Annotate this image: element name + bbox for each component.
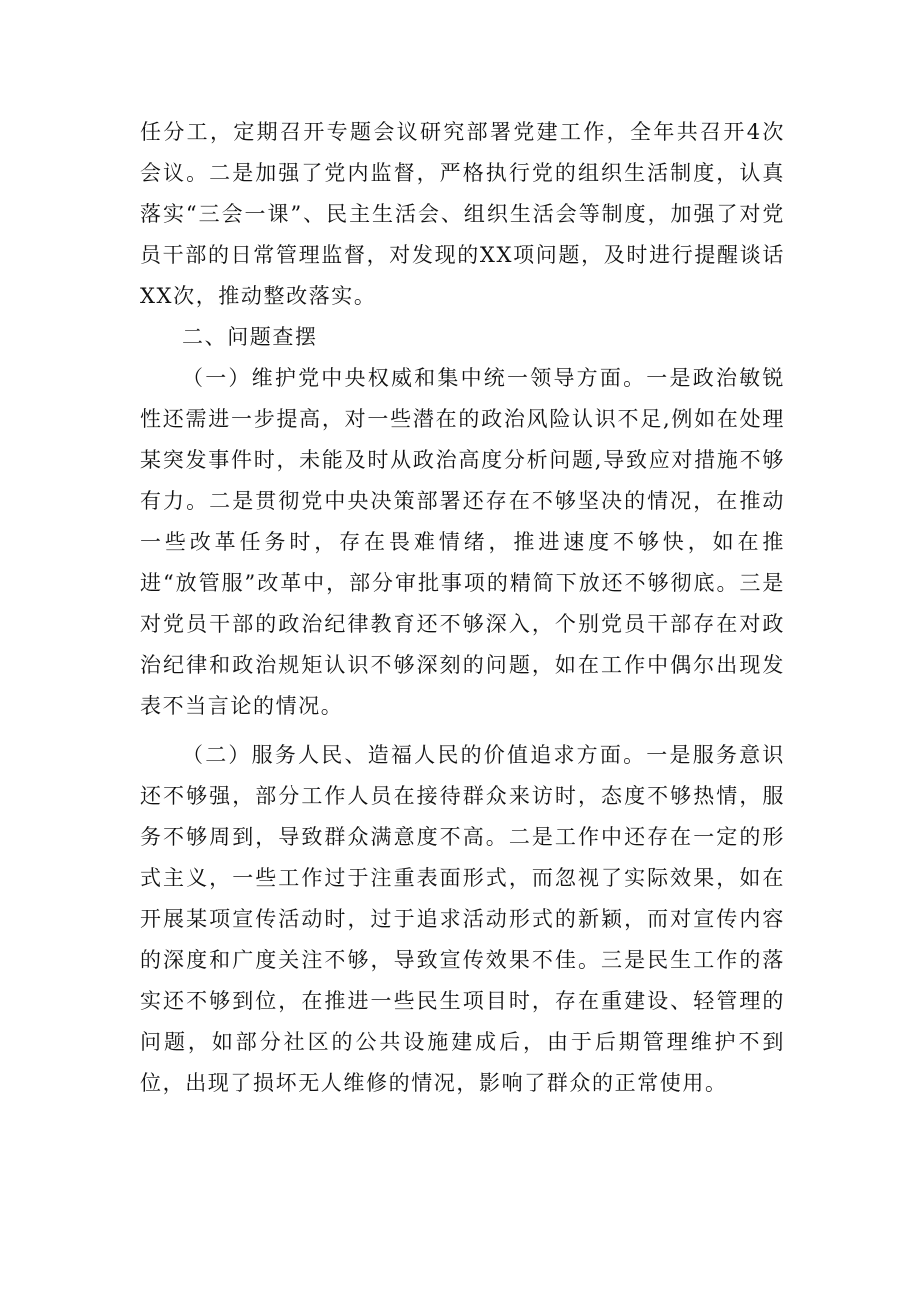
paragraph-serving-people: （二）服务人民、造福人民的价值追求方面。一是服务意识还不够强，部分工作人员在接待群众来访时，态度不够热情，服务不够周到，导致群众满意度不高。二是工作中还存在一定的形式主义，一些工作过于注重表面形式，而忽视了实际效果，如在开展某项宣传活动时，过于追求活动形式的新颖，而对宣传内容的深度和广度关注不够，导致宣传效果不佳。三是民生工作的落实还不够到位，在推进一些民生项目时，存在重建设、轻管理的问题，如部分社区的公共设施建成后，由于后期管理维护不到位，出现了损坏无人维修的情况，影响了群众的正常使用。 [140, 743, 785, 1095]
paragraph-political-leadership: （一）维护党中央权威和集中统一领导方面。一是政治敏锐性还需进一步提高，对一些潜在的政治风险认识不足,例如在处理某突发事件时，未能及时从政治高度分析问题,导致应对措施不够有力。二是贯彻党中央决策部署还存在不够坚决的情况，在推动一些改革任务时，存在畏难情绪，推进速度不够快，如在推进“放管服”改革中，部分审批事项的精简下放还不够彻底。三是对党员干部的政治纪律教育还不够深入，个别党员干部存在对政治纪律和政治规矩认识不够深刻的问题，如在工作中偶尔出现发表不当言论的情况。 [140, 366, 785, 718]
section-heading: 二、问题查摆 [182, 325, 318, 349]
document-page [140, 112, 785, 1104]
paragraph-gap [140, 727, 785, 735]
intro-paragraph: 任分工，定期召开专题会议研究部署党建工作，全年共召开4次会议。二是加强了党内监督，严格执行党的组织生活制度，认真落实“三会一课”、民主生活会、组织生活会等制度，加强了对党员干部的日常管理监督，对发现的XX项问题，及时进行提醒谈话XX次，推动整改落实。 [140, 120, 785, 308]
